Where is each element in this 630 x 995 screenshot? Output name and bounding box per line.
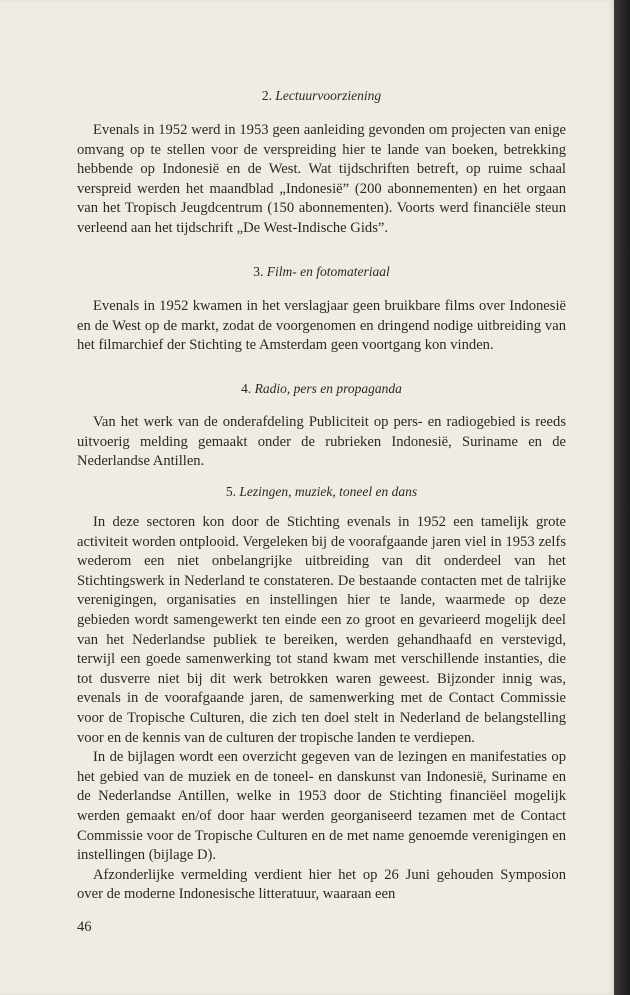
section-number: 4. — [241, 381, 252, 396]
section-heading-lectuurvoorziening — [77, 88, 566, 104]
section-body-radio-pers-propaganda — [77, 413, 566, 472]
section-heading-radio-pers-propaganda — [77, 381, 566, 397]
section-body-lezingen-muziek-toneel-dans — [77, 513, 566, 905]
paragraph: Afzonderlijke vermelding verdient hier het op 26 Juni gehouden Symposion over de moderne Indonesische litteratuur, waaraan een — [77, 866, 566, 903]
section-heading-film-fotomateriaal — [77, 264, 566, 280]
section-number: 3. — [253, 264, 264, 279]
section-title: Film- en fotomateriaal — [266, 264, 390, 279]
section-body-lectuurvoorziening — [77, 121, 566, 239]
paragraph: Evenals in 1952 werd in 1953 geen aanleiding gevonden om projecten van enige omvang op te stellen voor de verspreiding hier te lande van boeken, betrekking hebbende op Indonesië en de West. Wat tijdschriften betreft, op ruime schaal verspreid werden het maandblad „Indonesië” (200 abonnementen) en het orgaan van het Tropisch Jeugdcentrum (150 abonnementen). Voorts werd financiële steun verleend aan het tijdschrift „De West-Indische Gids”. — [77, 122, 566, 236]
book-edge — [614, 0, 630, 995]
section-number: 5. — [225, 484, 237, 499]
section-title: Lezingen, muziek, toneel en dans — [239, 484, 418, 499]
section-title: Radio, pers en propaganda — [254, 381, 402, 396]
paragraph: In de bijlagen wordt een overzicht gegeven van de lezingen en manifestaties op het gebied van de muziek en de toneel- en danskunst van Indonesië, Suriname en de Nederlandse Antillen, welke in 1953 door de Stichting financiëel mogelijk werden gemaakt en/of door haar werden georganiseerd tezamen met de Contact Commissie voor de Tropische Culturen en de met name genoemde verenigingen en instellingen (bijlage D). — [77, 749, 566, 864]
section-number: 2. — [261, 88, 272, 103]
paragraph: In deze sectoren kon door de Stichting evenals in 1952 een tamelijk grote activiteit worden ontplooid. Vergeleken bij de voorafgaande jaren viel in 1953 zelfs wederom een niet onbelangrijke uitbreiding van dit onderdeel van het Stichtingswerk in Nederland te constateren. De bestaande contacten met de talrijke verenigingen, organisaties en instellingen hier te lande, waarmede op deze gebieden wordt samengewerkt ten einde een zo groot en gevarieerd mogelijk deel van het Nederlandse publiek te bereiken, werden gehandhaafd en verstevigd, terwijl een goede samenwerking tot stand kwam met verschillende instanties, die tot dusverre niet bij dit werk betrokken waren geweest. Bijzonder innig was, evenals in de voorafgaande jaren, de samenwerking met de Contact Commissie voor de Tropische Culturen, die zich ten doel stelt in Nederland de belangstelling voor en de kennis van de culturen der tropische landen te verdiepen. — [77, 514, 566, 746]
section-title: Lectuurvoorziening — [275, 88, 382, 103]
page-number: 46 — [77, 919, 92, 935]
section-heading-lezingen-muziek-toneel-dans — [77, 484, 566, 500]
section-body-film-fotomateriaal — [77, 297, 566, 356]
paragraph: Evenals in 1952 kwamen in het verslagjaar geen bruikbare films over Indonesië en de West op de markt, zodat de voorgenomen en dringend nodige uitbreiding van het filmarchief der Stichting te Amsterdam geen voortgang kon vinden. — [77, 298, 566, 354]
paragraph: Van het werk van de onderafdeling Publiciteit op pers- en radiogebied is reeds uitvoerig melding gemaakt onder de rubrieken Indonesië, Suriname en de Nederlandse Antillen. — [77, 414, 566, 470]
